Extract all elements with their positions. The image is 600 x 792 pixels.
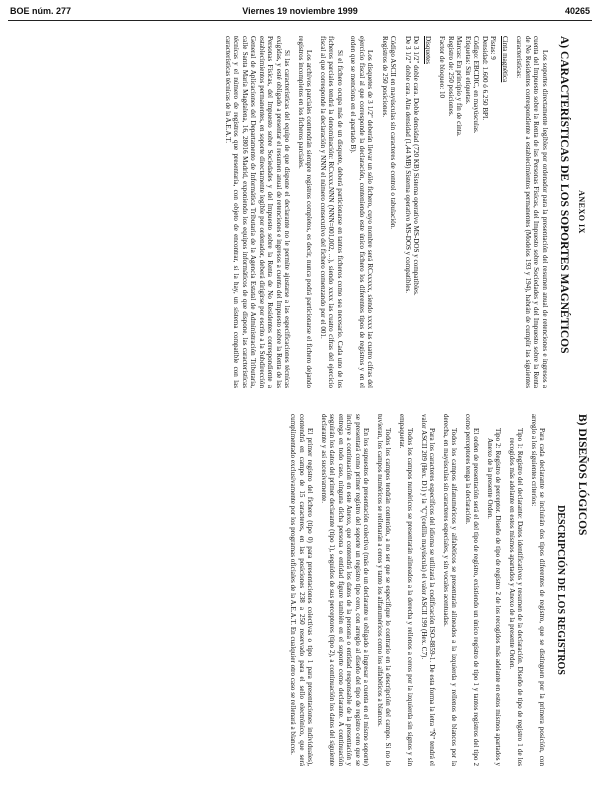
encoding-paragraph: Para los caracteres específicos del idioma se utilizará la codificación ISO-8859-1. De esta forma la letra "Ñ" tendrá el valor ASCII 209 (Hex. D1) y la "Ç"(cedilla mayúscula) el valor ASCII 199 (Hex. C7). — [419, 414, 437, 766]
publication-date: Viernes 19 noviembre 1999 — [242, 6, 358, 16]
records-subtitle: DESCRIPCIÓN DE LOS REGISTROS — [555, 505, 567, 675]
partial-files-paragraph: Los archivos parciales contendrán siempre registros completos, es decir, nunca podrá particionarse el fichero dejando registros incompletos en los ficheros parciales. — [296, 36, 314, 388]
intro-paragraph: Los soportes directamente legibles por ordenador para la presentación del resumen anual de retenciones e ingresos a cuenta del Impuesto sobre la Renta de las Personas Físicas, del Impuesto sobre Sociedades y del Impuesto sobre la Renta de No Residentes correspondiente a establecimientos permanentes (Modelos 193 y 194), habrán de cumplir las siguientes características: — [515, 36, 549, 388]
alphanumeric-paragraph: Todos los campos alfanuméricos y alfabéticos se presentarán alineados a la izquierda y rellenos de blancos por la derecha, en mayúsculas sin caracteres especiales, y sin vocales acentuadas. — [441, 414, 459, 766]
left-column — [18, 36, 588, 388]
record-type-2: Tipo 2: Registro de perceptor. Diseño de tipo de registro 2 de los recogidos más adelante en estos mismos apartados y Anexo de la presente Orden. — [485, 428, 503, 766]
spec-line: Código: EBCDIC, en mayúsculas. — [472, 36, 481, 134]
spec-line: Etiquetas: Sin etiquetas. — [463, 36, 472, 105]
spec-line: Factor de bloqueo: 10 — [438, 36, 447, 99]
cinta-heading: Cinta magnética — [500, 36, 509, 83]
annex-title: ANEXO IX — [577, 190, 586, 234]
codigo-specs — [380, 36, 397, 388]
spec-line: De 3 1/2" doble cara. Doble densidad (720 KB) Sistema operativo MS-DOS y compatibles. — [412, 36, 421, 296]
collective-paragraph: En los supuestos de presentación colectiva (más de un declarante u obligado a ingresar a cuenta en el mismo soporte) se presentará como primer registro del soporte un registro tipo cero, con arreglo al diseño del tipo de registro cero que se incluye a continuación en este Anexo, que contendrá los datos de la persona o entidad responsable de la presentación y entrega en todo caso, ninguna dicha persona o entidad figure también en el soporte como declarante. A continuación seguirán los datos del primer declarante (tipo 1), seguidos de sus perceptores (tipo 2), a continuación los datos del siguiente declarante y así sucesivamente. — [319, 414, 371, 766]
rotated-page-body — [18, 30, 588, 774]
disquete-naming-paragraph: Los disquetes de 3 1/2" deberán llevar un sólo fichero, cuyo nombre será RCxxxxx, siendo xxxx las cuatro cifras del ejercicio fiscal al que corresponde la declaración, conteniendo este único fichero los diferentes tipos de registros y en el orden que se menciona en el apartado B). — [349, 36, 375, 388]
right-column — [18, 414, 588, 766]
spec-line: De 3 1/2" doble cara. Alta densidad (1,44 MB) Sistema operativo MS-DOS y compatibles. — [403, 36, 412, 294]
page-number: 40265 — [564, 6, 590, 16]
partition-paragraph: Si el fichero ocupa más de un disquete, deberá particionarse en tantos ficheros como sea necesario. Cada uno de los ficheros parciales tendrá la denominación: RCxxxx.NNN (NNN=001,002, ...), siendo xxxx las cuatro cifras del ejercicio fiscal al que corresponde la declaración y NNN el número consecutivo del fichero comenzando por el 001. — [318, 36, 344, 388]
spec-line: Registro de: 250 posiciones. — [446, 36, 455, 117]
section-b-title: B) DISEÑOS LÓGICOS — [576, 414, 588, 536]
spec-line: Registros de 250 posiciones. — [380, 36, 389, 118]
spec-line: Marcas: En principio y fin de cinta. — [455, 36, 464, 137]
header-rule — [8, 20, 592, 21]
spec-line: Pistas: 9 — [489, 36, 498, 60]
numeric-paragraph: Todos los campos numéricos se presentarán alineados a la derecha y rellenos a ceros por la izquierda sin signos y sin empaquetar. — [397, 414, 415, 766]
disquetes-specs — [403, 36, 420, 388]
record-type-1: Tipo 1: Registro del declarante: Datos identificativos y resumen de la declaración. Diseño de tipo de registro 1 de los recogidos más adelante en estos mismos apartados y Anexo de la presente Orden. — [507, 428, 525, 766]
order-paragraph: El orden de presentación será el del tipo de registro, existiendo un único registro de tipo 1 y tantos registros del tipo 2 como perceptores tenga la declaración. — [463, 414, 481, 766]
journal-issue: BOE núm. 277 — [10, 6, 72, 16]
first-record-paragraph: El primer registro del fichero (tipo 0) para presentaciones colectivas o tipo 1 para presentaciones individuales), contendrá en campo de 15 caracteres, en las posiciones 238 a 250 reservado para el sello electrónico, que será cumplimentado exclusivamente por los programas oficiales de la A.E.A.T. En cualquier otro caso se rellenará a blancos. — [289, 414, 315, 766]
cinta-specs — [438, 36, 498, 388]
equipment-paragraph: Si las características del equipo de que dispone el declarante no le permite ajustarse a las especificaciones técnicas exigidas, y esté obligado a presentar el resumen anual de retenciones e ingresos a cuenta del Impuesto sobre la Renta de las Personas Físicas, del Impuesto sobre Sociedades y del Impuesto sobre la Renta de No Residentes correspondiente a establecimientos permanentes, en soporte directamente legible por ordenador, deberá dirigirse por escrito a la Subdirección General de Aplicaciones del Departamento de Informática Tributaria de la Agencia Estatal de Administración Tributaria, calle Santa María Magdalena, 16, 28016 Madrid, exponiendo los equipos informáticos de que dispone, las características técnicas y el número de registros que presentaría, con objeto de encontrar, si la hay, un sistema compatible con las características técnicas de la A.E.A.T. — [223, 36, 292, 388]
spec-line: Densidad: 1.600 ó 6.250 BPI. — [480, 36, 489, 121]
records-intro-paragraph: Para cada declarante se incluirán dos tipos diferentes de registro, que se distinguen por la primera posición, con arreglo a los siguientes criterios: — [529, 414, 547, 766]
section-a-title: A) CARACTERÍSTICAS DE LOS SOPORTES MAGNÉTICOS — [558, 36, 571, 354]
spec-line: Código ASCII en mayúsculas sin caracteres de control o tabulación. — [389, 36, 398, 230]
content-paragraph: Todos los campos tendrán contenido, a no ser que se especifique lo contrario en la descripción del campo. Si no lo tuvieran, los campos numéricos se rellenarán a ceros y tanto los alfanuméricos como los alfabéticos a blancos. — [375, 414, 393, 766]
disquetes-heading: Disquetes — [423, 36, 432, 64]
